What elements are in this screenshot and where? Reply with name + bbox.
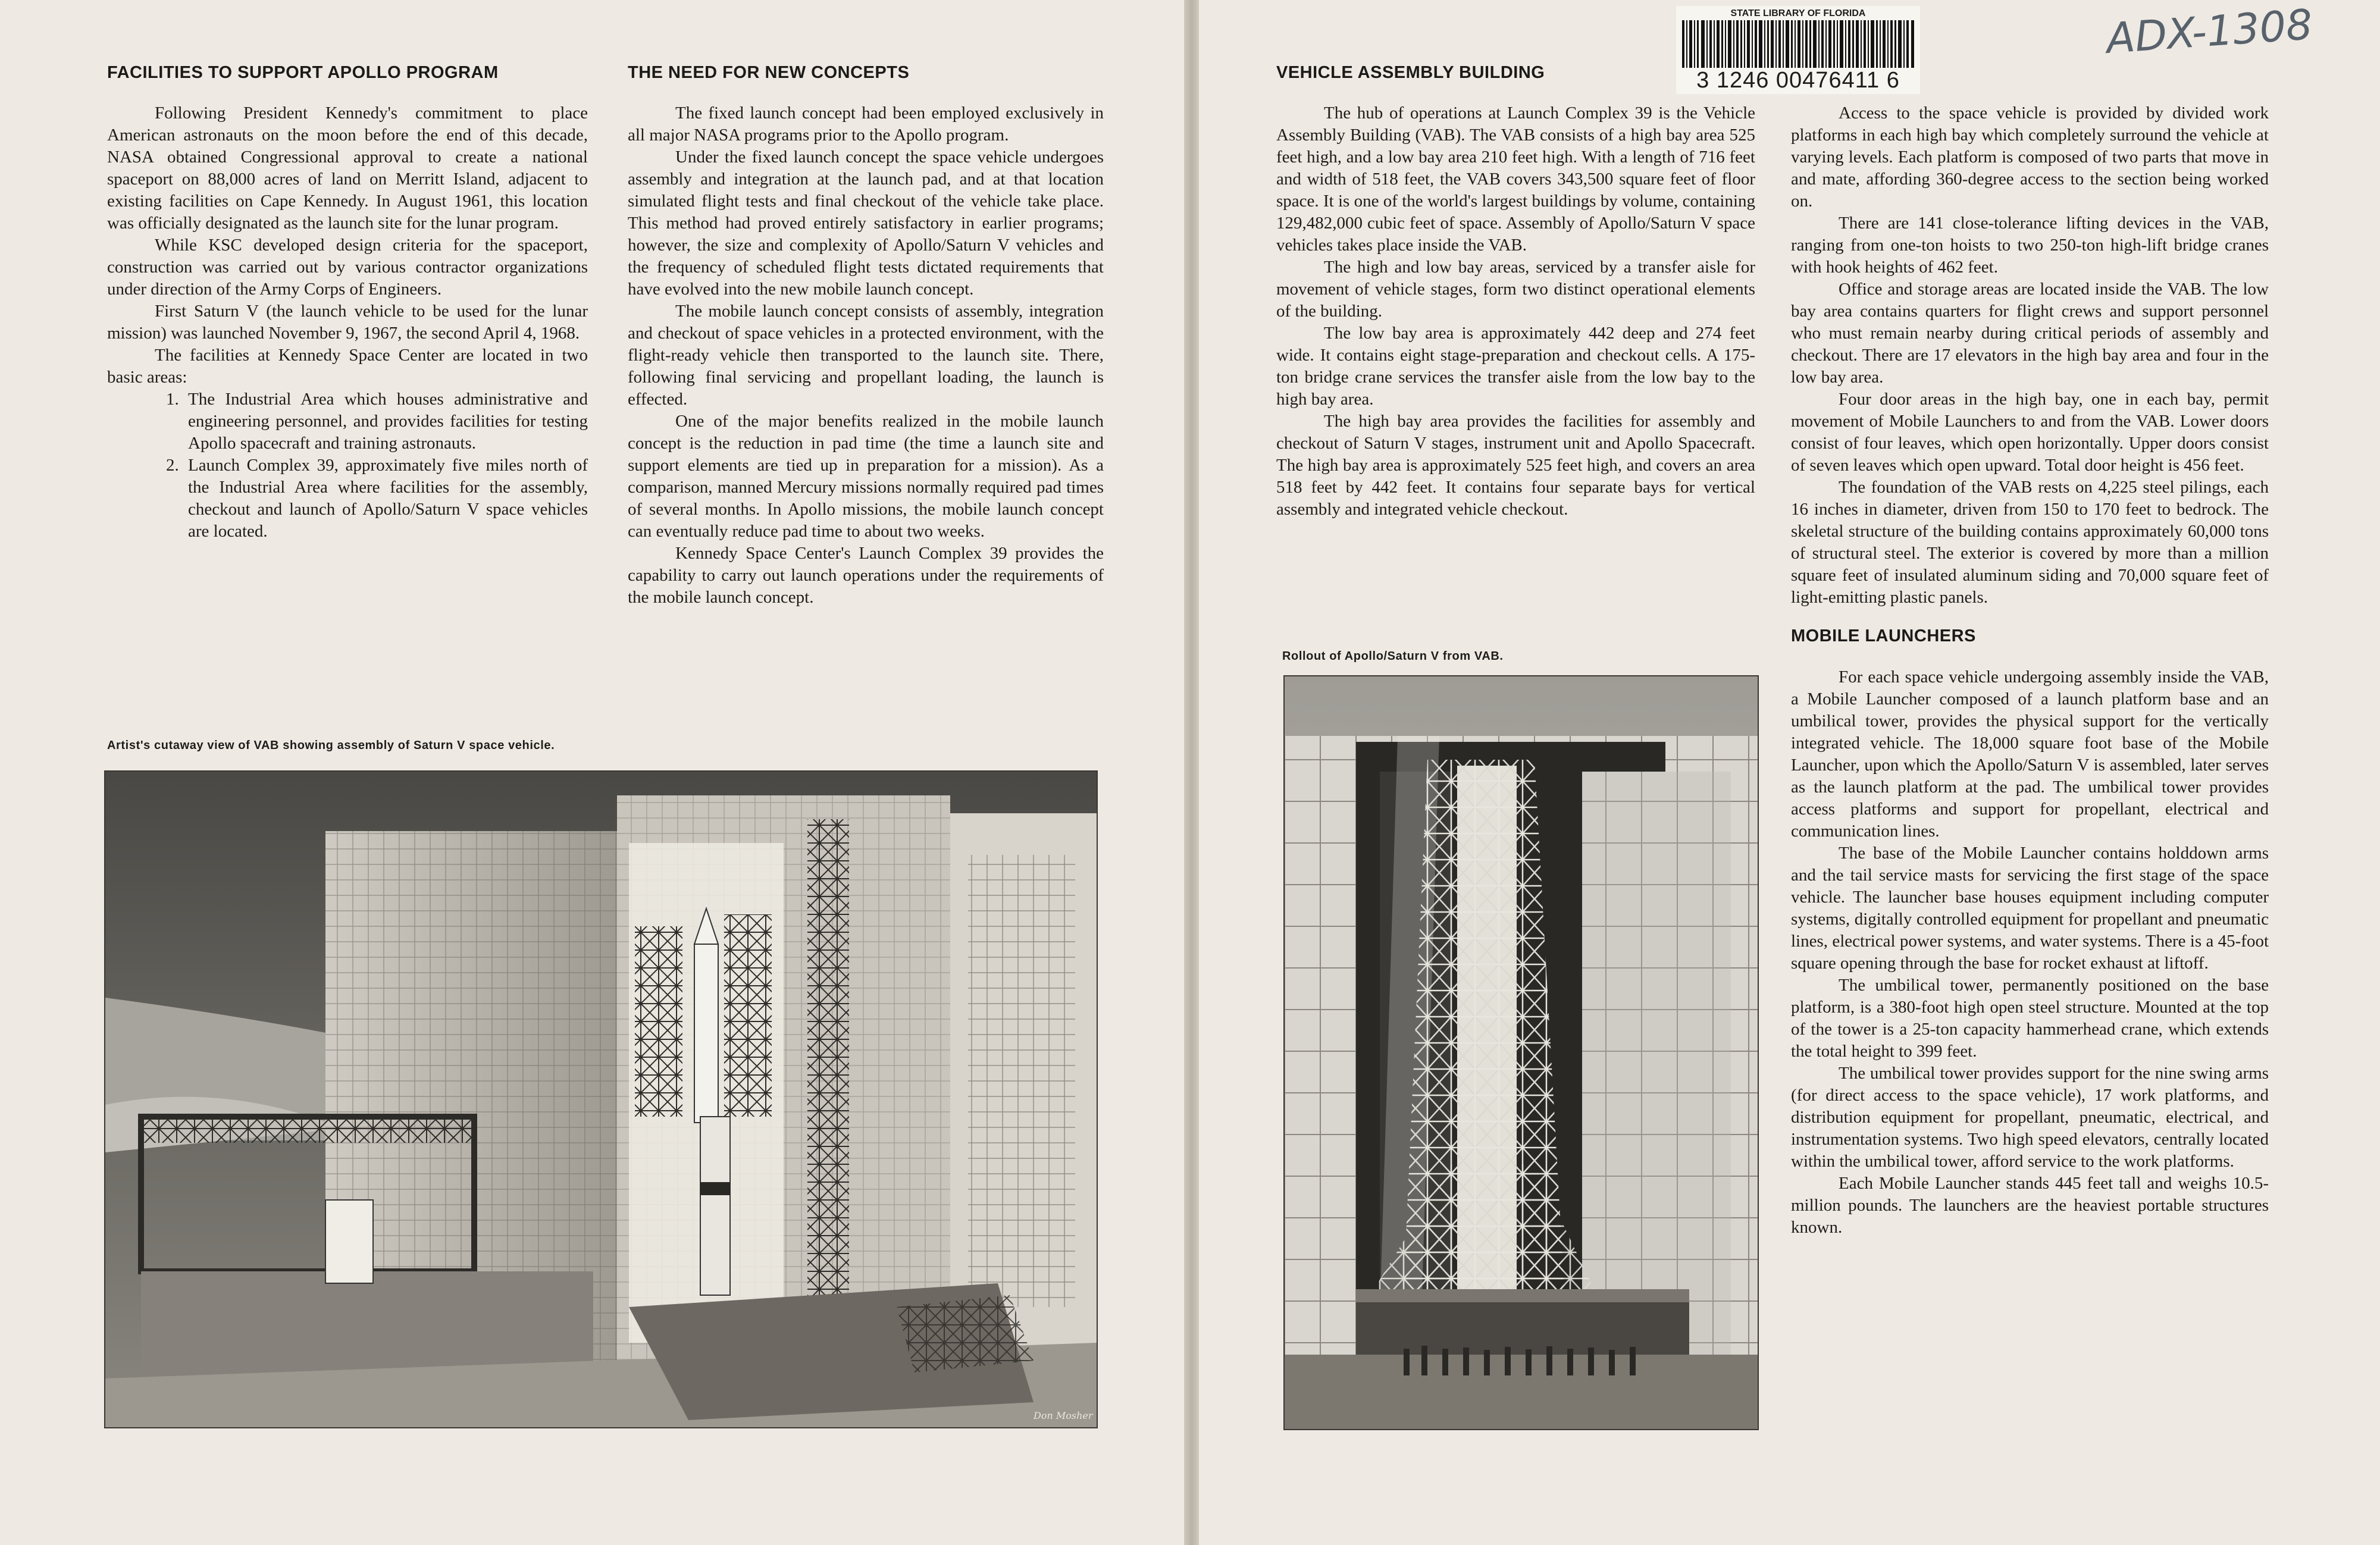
- concepts-paragraph: One of the major benefits realized in the mobile launch concept is the reduction in pad time (the time a launch site and support elements are tied up in preparation for a mission). As a comparison, manned Mercury missions normally required pad times of several months. In Apollo missions, the mobile launch concept can eventually reduce pad time to about two weeks.: [628, 412, 1104, 541]
- handwritten-catalog-note: ADX-1308: [2105, 0, 2315, 63]
- vab-paragraph: Access to the space vehicle is provided by divided work platforms in each high bay which completely surround the vehicle at varying levels. Each platform is composed of two parts that move in and mate, affording 360-degree access to the section being worked on.: [1791, 104, 2269, 211]
- vab-paragraph: The high and low bay areas, serviced by a transfer aisle for movement of vehicle stages, form two distinct operational elements of the building.: [1276, 258, 1755, 321]
- launcher-paragraph: Each Mobile Launcher stands 445 feet tall and weighs 10.5-million pounds. The launchers are the heaviest portable structures known.: [1791, 1174, 2269, 1237]
- launcher-paragraph: The umbilical tower, permanently positioned on the base platform, is a 380-foot high open steel structure. Mounted at the top of the tower is a 25-ton capacity hammerhead crane, which extends the total height to 399 feet.: [1791, 976, 2269, 1061]
- facilities-paragraph: Following President Kennedy's commitment to place American astronauts on the moon before the end of this decade, NASA obtained Congressional approval to create a national spaceport on 88,000 acres of land on Merritt Island, adjacent to existing facilities on Cape Kennedy. In August 1961, this location was officially designated as the launch site for the lunar program.: [107, 104, 588, 233]
- cutaway-caption: Artist's cutaway view of VAB showing assembly of Saturn V space vehicle.: [107, 739, 555, 752]
- vab-paragraph: The foundation of the VAB rests on 4,225 steel pilings, each 16 inches in diameter, driven from 150 to 170 feet to bedrock. The skeletal structure of the building contains approximately 60,000 tons of structural steel. The exterior is covered by more than a million square feet of insulated aluminum siding and 70,000 square feet of light-emitting plastic panels.: [1791, 478, 2269, 607]
- facility-areas-list: [107, 388, 588, 543]
- new-concepts-text-column: [628, 102, 1104, 609]
- concepts-paragraph: The mobile launch concept consists of assembly, integration and checkout of space vehicles in a protected environment, with the flight-ready vehicle then transported to the launch site. There, following final servicing and propellant loading, the launch is effected.: [628, 302, 1104, 409]
- vab-heading: VEHICLE ASSEMBLY BUILDING: [1276, 63, 1545, 82]
- barcode-label: STATE LIBRARY OF FLORIDA: [1730, 8, 1866, 18]
- barcode-number: 3 1246 00476411 6: [1696, 68, 1900, 93]
- facility-area-item: 1. The Industrial Area which houses administrative and engineering personnel, and provides facilities for testing Apollo spacecraft and training astronauts.: [183, 388, 588, 455]
- vab-paragraph: Office and storage areas are located inside the VAB. The low bay area contains quarters for flight crews and support personnel who must remain nearby during critical periods of assembly and checkout. There are 17 elevators in the high bay area and four in the low bay area.: [1791, 280, 2269, 387]
- vab-paragraph: The high bay area provides the facilities for assembly and checkout of Saturn V stages, instrument unit and Apollo Spacecraft. The high bay area is approximately 525 feet high, and covers an area 518 feet by 442 feet. It contains four separate bays for vertical assembly and integrated vehicle checkout.: [1276, 412, 1755, 519]
- facilities-paragraph: First Saturn V (the launch vehicle to be used for the lunar mission) was launched November 9, 1967, the second April 4, 1968.: [107, 302, 588, 343]
- vab-paragraph: There are 141 close-tolerance lifting devices in the VAB, ranging from one-ton hoists to two 250-ton high-lift bridge cranes with hook heights of 462 feet.: [1791, 214, 2269, 277]
- library-barcode: [1676, 6, 1920, 94]
- concepts-paragraph: Under the fixed launch concept the space vehicle undergoes assembly and integration at the launch pad, and at that location simulated flight tests and final checkout of the vehicle take place. This method had proved entirely satisfactory in earlier programs; however, the size and complexity of Apollo/Saturn V vehicles and the frequency of scheduled flight tests dictated requirements that have evolved into the new mobile launch concept.: [628, 148, 1104, 299]
- barcode-bars: [1682, 20, 1914, 68]
- new-concepts-heading: THE NEED FOR NEW CONCEPTS: [628, 63, 910, 82]
- concepts-paragraph: Kennedy Space Center's Launch Complex 39 provides the capability to carry out launch operations under the requirements of the mobile launch concept.: [628, 544, 1104, 607]
- vab-continued-text-column: [1791, 102, 2269, 1239]
- vab-paragraph: The hub of operations at Launch Complex 39 is the Vehicle Assembly Building (VAB). The VAB consists of a high bay area 525 feet high, and a low bay area 210 feet high. With a length of 716 feet and width of 518 feet, the VAB covers 343,500 square feet of floor space. It is one of the world's largest buildings by volume, containing 129,482,000 cubic feet of space. Assembly of Apollo/Saturn V space vehicles takes place inside the VAB.: [1276, 104, 1755, 255]
- vab-cutaway-illustration: [104, 770, 1098, 1428]
- facilities-paragraph: The facilities at Kennedy Space Center are located in two basic areas:: [107, 346, 588, 387]
- launcher-paragraph: For each space vehicle undergoing assembly inside the VAB, a Mobile Launcher composed of a launch platform base and an umbilical tower, provides the physical support for the vertically integrated vehicle. The 18,000 square foot base of the Mobile Launcher, upon which the Apollo/Saturn V is assembled, later serves as the launch platform at the pad. The umbilical tower provides access platforms and support for propellant, electrical and communication lines.: [1791, 667, 2269, 841]
- concepts-paragraph: The fixed launch concept had been employed exclusively in all major NASA programs prior to the Apollo program.: [628, 104, 1104, 145]
- vab-paragraph: Four door areas in the high bay, one in each bay, permit movement of Mobile Launchers to and from the VAB. Lower doors consist of four leaves, which open horizontally. Upper doors consist of seven leaves which open upward. Total door height is 456 feet.: [1791, 390, 2269, 475]
- mobile-launchers-heading: MOBILE LAUNCHERS: [1791, 626, 1976, 645]
- launcher-paragraph: The base of the Mobile Launcher contains holddown arms and the tail service masts for servicing the first stage of the space vehicle. The launcher base houses equipment including computer systems, digitally controlled equipment for propellant and pneumatic lines, electrical power systems, and water systems. There is a 45-foot square opening through the base for rocket exhaust at liftoff.: [1791, 844, 2269, 973]
- right-page: [1199, 0, 2380, 1545]
- vab-paragraph: The low bay area is approximately 442 deep and 274 feet wide. It contains eight stage-preparation and checkout cells. A 175-ton bridge crane services the transfer aisle from the low bay to the high bay area.: [1276, 324, 1755, 409]
- rollout-caption: Rollout of Apollo/Saturn V from VAB.: [1282, 650, 1504, 663]
- rollout-photo: [1283, 675, 1759, 1430]
- facilities-heading: FACILITIES TO SUPPORT APOLLO PROGRAM: [107, 63, 499, 82]
- artist-signature: Don Mosher: [1034, 1410, 1093, 1421]
- facilities-text-column: [107, 102, 588, 543]
- facilities-paragraph: While KSC developed design criteria for the spaceport, construction was carried out by various contractor organizations under direction of the Army Corps of Engineers.: [107, 236, 588, 299]
- vab-text-column: [1276, 102, 1755, 521]
- left-page: [0, 0, 1184, 1545]
- facility-area-item: 2. Launch Complex 39, approximately five miles north of the Industrial Area where facilities for the assembly, checkout and launch of Apollo/Saturn V space vehicles are located.: [183, 455, 588, 543]
- page-gutter: [1184, 0, 1199, 1545]
- launcher-paragraph: The umbilical tower provides support for the nine swing arms (for direct access to the space vehicle), 17 work platforms, and distribution equipment for propellant, pneumatic, electrical, and instrumentation systems. Two high speed elevators, centrally located within the umbilical tower, afford service to the work platforms.: [1791, 1064, 2269, 1171]
